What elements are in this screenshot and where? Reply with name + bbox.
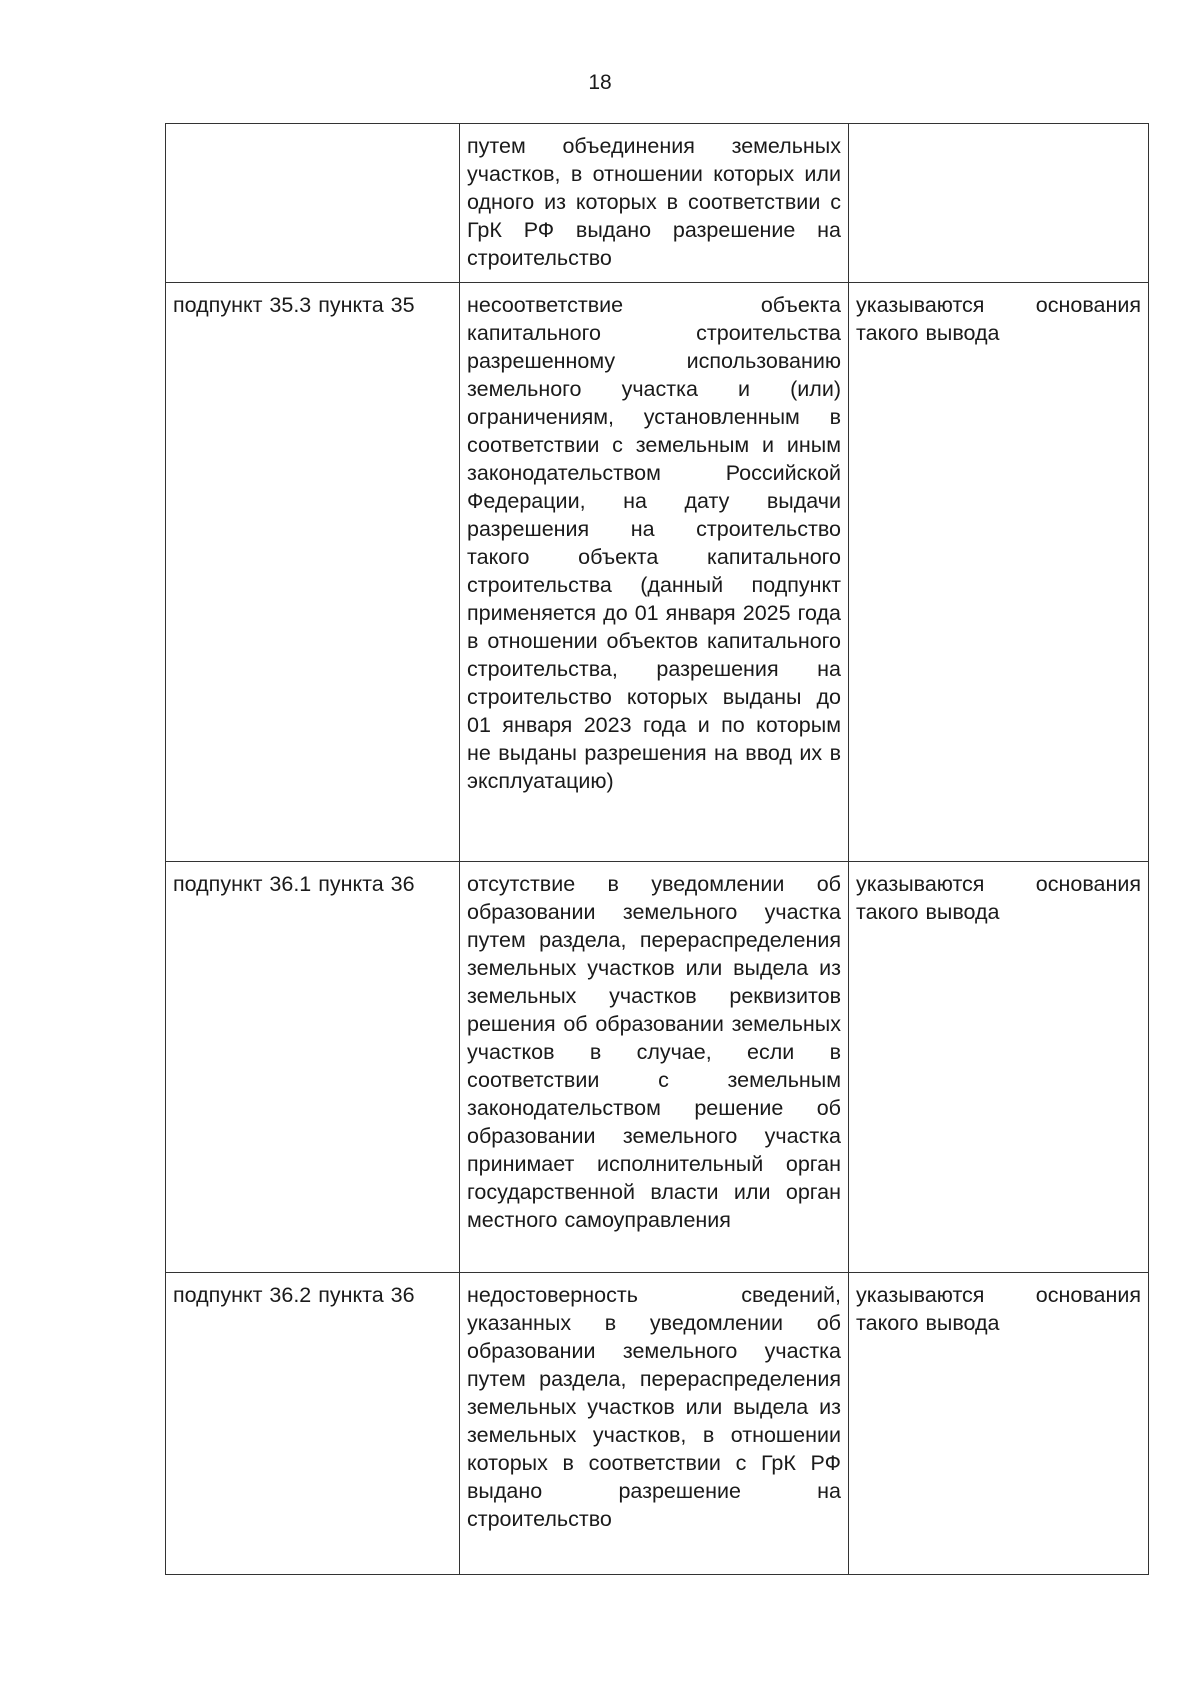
grounds-table (165, 123, 1149, 1575)
row-description-cell: отсутствие в уведомлении об образовании земельного участка путем раздела, перераспределения земельных участков или выдела из земельных участков реквизитов решения об образовании земельных участков в случае, если в соответствии с земельным законодательством решение об образовании земельного участка принимает исполнительный орган государственной власти или орган местного самоуправления (460, 862, 849, 1273)
row-reference-cell: подпункт 36.1 пункта 36 (166, 862, 460, 1273)
row-note-cell: указываются основания такого вывода (849, 283, 1149, 862)
table-row (166, 283, 1149, 862)
page-number: 18 (588, 71, 612, 94)
row-description-cell: недостоверность сведений, указанных в уведомлении об образовании земельного участка путем раздела, перераспределения земельных участков или выдела из земельных участков, в отношении которых в соответствии с ГрК РФ выдано разрешение на строительство (460, 1273, 849, 1575)
row-reference-cell (166, 124, 460, 283)
row-description-cell: путем объединения земельных участков, в отношении которых или одного из которых в соответствии с ГрК РФ выдано разрешение на строительство (460, 124, 849, 283)
row-note-cell: указываются основания такого вывода (849, 862, 1149, 1273)
table-row (166, 1273, 1149, 1575)
table-row (166, 124, 1149, 283)
table-row (166, 862, 1149, 1273)
row-reference-cell: подпункт 36.2 пункта 36 (166, 1273, 460, 1575)
row-note-cell (849, 124, 1149, 283)
row-description-cell: несоответствие объекта капитального строительства разрешенному использованию земельного участка и (или) ограничениям, установленным в соответствии с земельным и иным законодательством Российской Федерации, на дату выдачи разрешения на строительство такого объекта капитального строительства (данный подпункт применяется до 01 января 2025 года в отношении объектов капитального строительства, разрешения на строительство которых выданы до 01 января 2023 года и по которым не выданы разрешения на ввод их в эксплуатацию) (460, 283, 849, 862)
row-note-cell: указываются основания такого вывода (849, 1273, 1149, 1575)
row-reference-cell: подпункт 35.3 пункта 35 (166, 283, 460, 862)
